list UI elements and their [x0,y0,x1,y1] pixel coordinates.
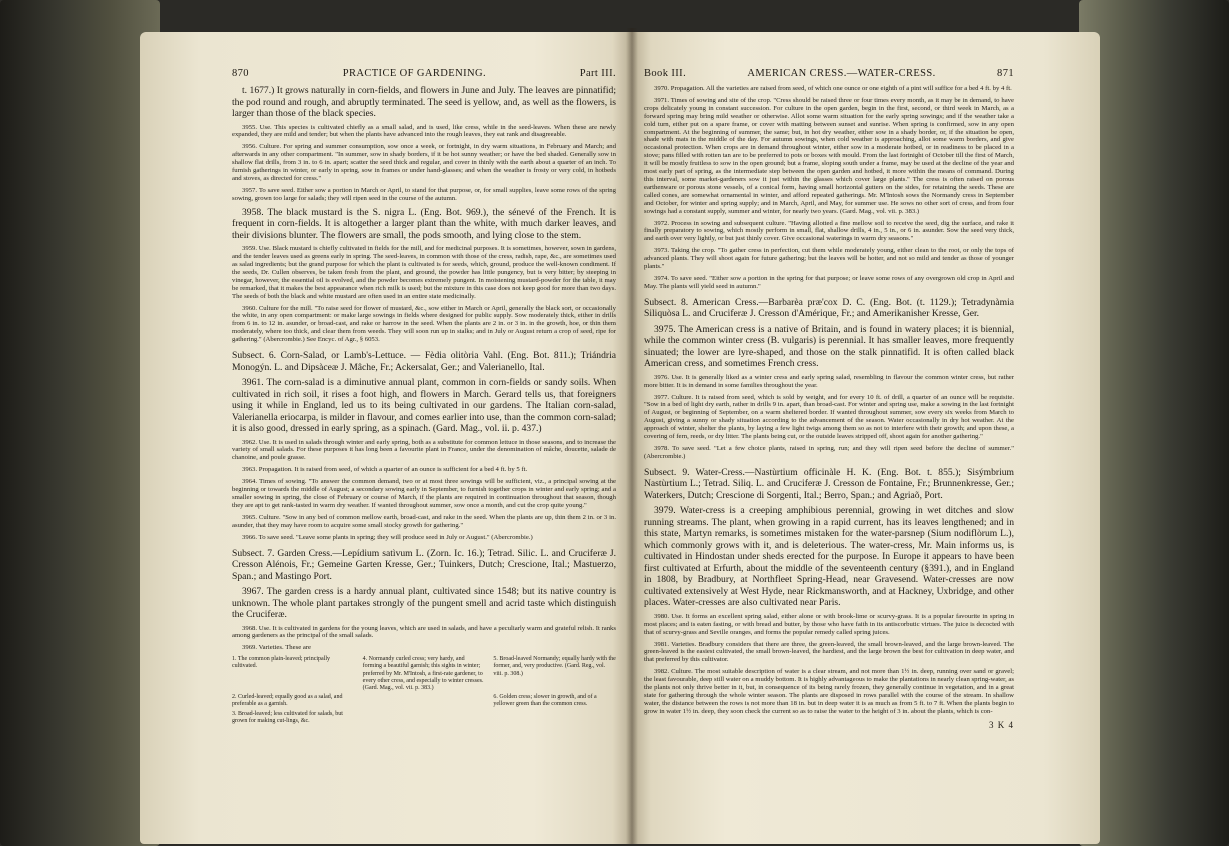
right-running-title: AMERICAN CRESS.—WATER-CRESS. [747,68,936,79]
right-running-head [644,68,1014,79]
note: 3957. To save seed. Either sow a portion in March or April, to stand for that purpose, or, for small supplies, leave some rows of the spring sowing, grown too large for salads; they will ripen seed in the course of the autumn. [232,186,616,202]
variety-item: 2. Curled-leaved; equally good as a salad, and preferable as a garnish. [232,694,343,708]
variety-item: 4. Normandy curled cress; very hardy, and forming a beautiful garnish; this sights in winter; preferred by Mr. M'Intosh, a first-rate gardener, to every other cress, and especially to winter cresses. (Gard. Mag., vol. vii. p. 383.) [362,656,484,692]
subsection-heading: Subsect. 9. Water-Cress.—Nastùrtium officinàle H. K. (Eng. Bot. t. 855.); Sisýmbrium Nastùrtium L.; Tetrad. Siliq. L. and Cruciferæ J. Cresson de Fontaine, Fr.; Brunnenkresse, Ger.; Waterkers, Dutch; Crescione di Sorgenti, Ital.; Berro, Span.; and Agriaõ, Port. [644,466,1014,501]
variety-item: 6. Golden cress; slower in growth, and of a yellower green than the common cress. [493,694,597,708]
note: 3964. Times of sowing. "To answer the common demand, two or at most three sowings will be sufficient, viz., a principal sowing at the beginning or towards the middle of August; a secondary sowing early in September, to furnish together crops in winter and early spring; and a smaller sowing in spring, the close of February or course of March, if the plants are required in continuation throughout that season, though they are apt to get rank-tasted in warm dry weather. If wanted throughout summer, sow once a month, and cut the crop quite young." [232,478,616,509]
note: 3972. Process in sowing and subsequent culture. "Having allotted a fine mellow soil to receive the seed, dig the surface, and rake it finally preparatory to sowing, which mostly perform in small, flat, shallow drills, 4 in., 5 in., or 6 in. asunder. Sow the seed very thick, and earth over very lightly, or but just thinly cover. Give occasional waterings in warm dry seasons." [644,219,1014,243]
signature-mark: 3 K 4 [989,719,1014,730]
book-cover-left [0,0,160,846]
paragraph: 3979. Water-cress is a creeping amphibious perennial, growing in wet ditches and slow running streams. The plant, when growing in a rapid current, has its leaves lengthened; and in this state, Martyn remarks, is sometimes mistaken for the water-parsnep (Sium nodiflòrum L.), which commonly grows with it, and is deleterious. The water-cress, Mr. Main informs us, is cultivated in Hindostan under sheds erected for the purpose. In Europe it appears to have been first cultivated at Erfurth, about the middle of the seventeenth century (§391.), and in England in 1808, by Bradbury, at Northfleet Spring-Head, near Gravesend. Water-cresses are now cultivated extensively at West Hyde, near Rickmansworth, and at Hackney, Uxbridge, and other places. Water-cresses are also cultivated near Paris. [644,505,1014,609]
paragraph: 3958. The black mustard is the S. nigra L. (Eng. Bot. 969.), the sénevé of the French. It is frequent in corn-fields. It is altogether a larger plant than the white, with much darker leaves, and their divisions blunter. The flowers are small, the pods smooth, and lying close to the stem. [232,206,616,241]
left-page-number: 870 [232,68,249,79]
note: 3960. Culture for the mill. "To raise seed for flower of mustard, &c., sow either in March or April, generally the black sort, or occasionally the white, in any open compartment: or make large sowings in fields where designed for public supply. Sow moderately thick, either in drills from 6 in. to 12 in. asunder, or broad-cast, and rake or harrow in the seed. When the plants are 2 in. or 3 in. in the growth, hoe, or thin them moderately, where too thick, and clear them from weeds. They will soon run up in stalks; and in July or August return a crop of seed, ripe for gathering." (Abercrombie.) See Encyc. of Agr., § 6053. [232,304,616,344]
subsection-heading: Subsect. 7. Garden Cress.—Lepídium satìvum L. (Zorn. Ic. 16.); Tetrad. Silic. L. and Cruciferæ J. Cresson Alénois, Fr.; Gemeine Garten Kresse, Ger.; Tuinkers, Dutch; Crescione, Ital.; Mastuerzo, Span.; and Mastingo Port. [232,547,616,582]
note: 3976. Use. It is generally liked as a winter cress and early spring salad, resembling in flavour the common winter cress, but rather more bitter. It is in demand in some families throughout the year. [644,373,1014,389]
note: 3965. Culture. "Sow in any bed of common mellow earth, broad-cast, and rake in the seed. When the plants are up, thin them 2 in. or 3 in. asunder, that they may have room to acquire some small stocky growth for gathering." [232,513,616,529]
note: 3970. Propagation. All the varieties are raised from seed, of which one ounce or one eighth of a pint will suffice for a bed 4 ft. by 4 ft. [654,85,1012,92]
paragraph: 3975. The American cress is a native of Britain, and is found in watery places; it is biennial, while the common winter cress (B. vulgaris) is perennial. It has smaller leaves, more frequently sinuated; the lower are lyre-shaped, and those on the stalk pinnatifid. It is often called black American cress, and sometimes French cress. [644,323,1014,370]
note: 3981. Varieties. Bradbury considers that there are three, the green-leaved, the small brown-leaved, and the large brown-leaved. The green-leaved is the easiest cultivated, the small brown-leaved, the hardiest, and the large brown the best for cultivation in deep water, and that preferred by this cultivator. [644,640,1014,664]
variety-item: 1. The common plain-leaved; principally cultivated. [232,656,331,670]
variety-item: 5. Broad-leaved Normandy; equally hardy with the former, and, very productive. (Gard. Reg., vol. viii. p. 308.) [493,656,616,677]
note: 3956. Culture. For spring and summer consumption, sow once a week, or fortnight, in dry warm situations, in February and March; and afterwards in any other compartment. "In summer, sow in shady borders, if it be hot sunny weather; or have the bed shaded. Generally sow in shallow flat drills, from 3 in. to 6 in. apart; scatter the seed thick and regular, and cover in thinly with the earth about a quarter of an inch. To furnish gatherings in winter, or early in spring, sow in frames or under hand-glasses; and when the weather is frosty or very cold, in hotbeds and stoves, as directed for cress." [232,143,616,182]
variety-item: 3. Broad-leaved; less cultivated for salads, but grown for making cut-lings, &c. [232,710,343,724]
paragraph: 3961. The corn-salad is a diminutive annual plant, common in corn-fields or sandy soils. When cultivated in rich soil, it rises a foot high, and flowers in March. Gerard tells us, that foreigners using it while in England, led us to its being cultivated in our gardens. The Italian corn-salad, Valerianella eriocarpa, is milder in flavour, and comes earlier into use, than the common corn-salad; it is also good, dressed in early spring, as a spinach. (Gard. Mag., vol. ii. p. 437.) [232,377,616,435]
open-book [140,10,1100,846]
left-page [140,32,632,844]
subsection-heading: Subsect. 8. American Cress.—Barbarèa præ'cox D. C. (Eng. Bot. (t. 1129.); Tetradynàmia Siliquòsa L. and Cruciferæ J. Cresson d'Amérique, Fr.; and Amerikanisher Kresse, Ger. [644,296,1014,320]
subsection-heading: Subsect. 6. Corn-Salad, or Lamb's-Lettuce. — Fèdia olitòria Vahl. (Eng. Bot. 811.); Triándria Monogýn. L. and Dipsàceæ J. Mâche, Fr.; Ackersalat, Ger.; and Valerianello, Ital. [232,350,616,373]
note: 3963. Propagation. It is raised from seed, of which a quarter of an ounce is sufficient for a bed 4 ft. by 5 ft. [242,466,528,474]
varieties-table [232,656,616,727]
note: 3962. Use. It is used in salads through winter and early spring, both as a substitute for common lettuce in those seasons, and to increase the variety of small salads. For these purposes it has long been a favourite plant in France, under the denomination of mâche, doucette, salade de chanoine, and poule grasse. [232,438,616,462]
left-running-title: PRACTICE OF GARDENING. [342,68,486,79]
note: 3955. Use. This species is cultivated chiefly as a small salad, and is used, like cress, while in the seed-leaves. When these are newly expanded, they are mild and tender; but when the plants have advanced into the rough leaves, they eat rank and disagreeable. [232,123,616,139]
note: 3973. Taking the crop. "To gather cress in perfection, cut them while moderately young, either clean to the root, or only the tops of advanced plants. They will shoot again for future gathering; but the leaves will be hotter, and not so mild and tender as those of younger plants." [644,247,1014,271]
note: 3971. Times of sowing and site of the crop. "Cress should be raised three or four times every month, as it may be in demand, to have crops delicately young in constant succession. For culture in the open garden, begin in the first, second, or third week in March, as a forward spring may bring mild weather or otherwise. Allot some warm situation for the early spring sowings; and if the weather take a cold turn, either put on a spare frame, or cover with matting between sunset and sunrise. When spring is confirmed, sow in any open compartment. At the beginning of summer, the same; but, in hot dry weather, either sow in a shady border, or, if the situation be open, shade with mats in the middle of the day. For autumn sowings, when cold weather is approaching, allot some warm borders, and give occasional protection. When crops are in demand throughout winter, either sow in a moderate hotbed, or in readiness to be placed in a stove; pans filled with rotten tan are to be preferred to pots or boxes with mould. From the last fortnight of October till the first of March, it will be mostly fruitless to sow in the open ground; but a frame, sloping south under a frame, may be used at the decline of the year and most early part of spring, as the intermediate step between the open garden and hotbed, it more within the means of command. During this interval, some market-gardeners sow it just within the glasses which cover large plants." The cress is often raised on porous earthenware or porous stone vessels, of a conical form, having small horizontal gutters on the sides, for retaining the seeds. These are called cones, are somewhat ornamental in winter, and afford repeated gatherings. Mr. M'Intosh sows the Normandy cress in September and October, for winter and spring supply; and in March, April, and May, for summer use. He sows no other sort of cress, and from four sowings had a constant supply, summer and winter, for nearly two years. (Gard. Mag., vol. vii. p. 383.) [644,96,1014,215]
paragraph: t. 1677.) It grows naturally in corn-fields, and flowers in June and July. The leaves are pinnatifid; the pod round and rough, and abruptly terminated. The seed is yellow, and, as well as the flowers, is larger than those of the black species. [232,85,616,119]
left-part-label: Part III. [579,68,616,79]
right-page [632,32,1100,844]
paragraph: 3967. The garden cress is a hardy annual plant, cultivated since 1548; but its native country is unknown. The whole plant partakes strongly of the pungent smell and acrid taste which distinguish the Cruciferæ. [232,586,616,620]
left-running-head [232,68,616,79]
note: 3969. Varieties. These are [242,644,312,652]
note: 3959. Use. Black mustard is chiefly cultivated in fields for the mill, and for medicinal purposes. It is sometimes, however, sown in gardens, and the tender leaves used as greens early in spring. The seed-leaves, in common with those of the cress, radish, rape, &c., are sometimes used as salad ingredients; but the grand purpose for which the plant is cultivated is for seeds, which, ground, produce the well-known condiment. If the seeds, Dr. Cullen observes, be taken fresh from the plant, and ground, the powder has little pungency, but is very bitter; by steeping in vinegar, however, the essential oil is evolved, and the powder becomes extremely pungent. In moistening mustard-powder for the table, it may be remarked, that it makes the best appearance when rich milk is used; but the mixture in this case does not keep good for more than two days. The seeds of both the black and white mustard are often used in an entire state medicinally. [232,245,616,300]
note: 3977. Culture. It is raised from seed, which is sold by weight, and for every 10 ft. of drill, a quarter of an ounce will be requisite. "Sow in a bed of light dry earth, rather in drills 9 in. apart, than broad-cast. For winter and spring use, make a sowing in the last fortnight of August, or beginning of September, on a warm sheltered border. If wanted throughout summer, sow every six weeks from March to August, giving a sunny or shady situation according to the advancement of the season. Water occasionally in dry hot weather. At the approach of winter, shelter the plants, by laying a few light twigs among them so as not to interfere with their growth; and upon these, a covering of fern, reeds, or dry litter. The plants being cut, or the outside leaves stripped off, shoot again for another gathering." [644,393,1014,441]
note: 3978. To save seed. "Let a few choice plants, raised in spring, run; and they will ripen seed before the decline of summer." (Abercrombie.) [644,445,1014,460]
note: 3980. Use. It forms an excellent spring salad, either alone or with brook-lime or scurvy-grass. It is a popular favourite in spring in most places; and is eaten fasting, or with bread and butter, by those who have faith in its antiscorbutic virtues. The juice is decocted with that of scurvy-grass and Seville oranges, and forms the popular remedy called spring juices. [644,612,1014,636]
right-page-number: 871 [997,68,1014,79]
right-book-label: Book III. [644,68,687,79]
note: 3968. Use. It is cultivated in gardens for the young leaves, which are used in salads, and have a peculiarly warm and grateful relish. It ranks among gardeners as the principal of the small salads. [232,624,616,640]
note: 3974. To save seed. "Either sow a portion in the spring for that purpose; or leave some rows of any overgrown old crop in April and May. The plants will yield seed in autumn." [644,274,1014,290]
book-gutter [626,28,638,844]
note: 3982. Culture. The most suitable description of water is a clear stream, and not more than 1½ in. deep, running over sand or gravel; the least favourable, deep still water on a muddy bottom. It is highly advantageous to make the plantations in nearly clean spring-water, as the plants not only thrive better in it, but, in consequence of its being rarely frozen, they generally continue in vegetation, and in a great state for gathering through the whole winter season. The plants are disposed in rows parallel with the course of the stream. In shallow water, the distance between the rows is not more than 18 in. but in deep water it is as much as from 5 ft. to 7 ft. When the plants begin to grow in water 1½ in. deep, they soon check the current so as to raise the water to the height of 3 in. about the plants, which is con- [644,668,1014,715]
note: 3966. To save seed. "Leave some plants in spring; they will produce seed in July or August." (Abercrombie.) [242,533,533,541]
book-cover-right [1079,0,1229,846]
